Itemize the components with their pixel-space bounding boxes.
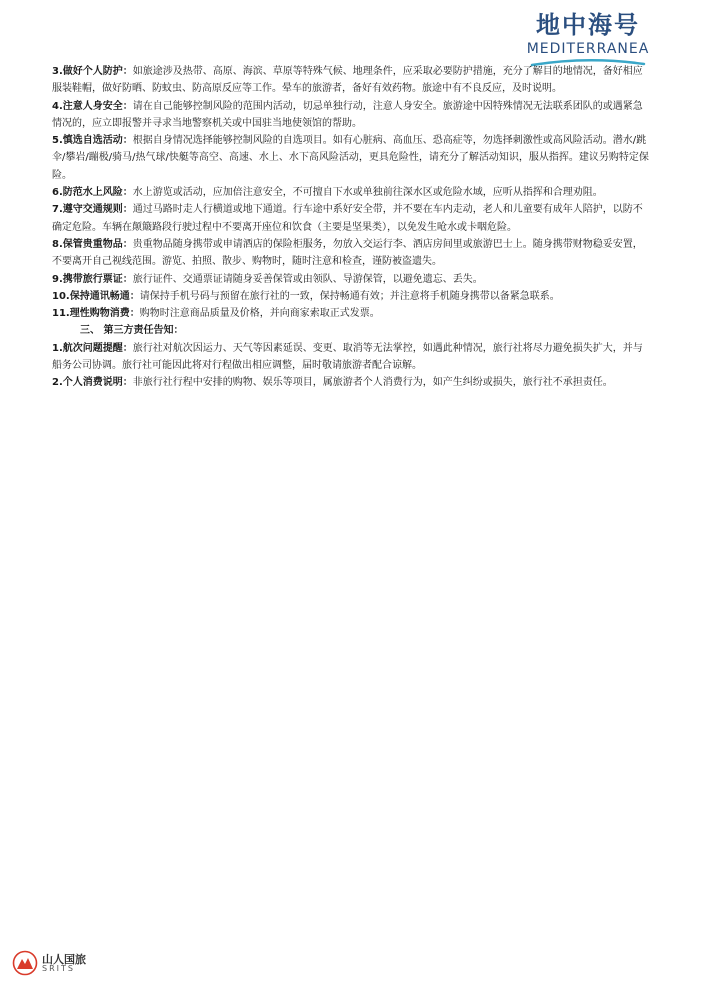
logo-chinese-name: 地中海号 — [536, 11, 640, 39]
notice-heading: 3.做好个人防护： — [52, 66, 133, 77]
notice-item — [52, 305, 652, 322]
notice-text: 贵重物品随身携带或申请酒店的保险柜服务，勿放入交运行李、酒店房间里或旅游巴士上。随身携带财物稳妥安置，不要离开自己视线范围。游览、拍照、散步、购物时，随时注意和检查，谨防被盗遗失。 — [52, 238, 643, 268]
notice-item — [52, 288, 652, 305]
notice-heading: 4.注意人身安全： — [52, 100, 133, 112]
notice-item — [52, 98, 652, 133]
footer-company-abbr: SRITS — [42, 963, 75, 973]
notice-heading: 9.携带旅行票证： — [52, 273, 133, 285]
notice-heading: 7.遵守交通规则： — [52, 204, 133, 216]
notice-item — [52, 236, 652, 271]
notice-heading: 2.个人消费说明： — [52, 377, 133, 389]
notice-text: 非旅行社行程中安排的购物、娱乐等项目，属旅游者个人消费行为，如产生纠纷或损失，旅行社不承担责任。 — [132, 377, 613, 389]
notice-text: 根据自身情况选择能够控制风险的自选项目。如有心脏病、高血压、恐高症等，勿选择刺激性或高风险活动。潜水/跳伞/攀岩/蹦极/骑马/热气球/快艇等高空、高速、水上、水下高风险活动，更具危险性，请充分了解活动知识，服从指挥。建议另购特定保险。 — [52, 135, 649, 181]
notice-text: 请在自己能够控制风险的范围内活动，切忌单独行动，注意人身安全。旅游途中因特殊情况无法联系团队的或遇紧急情况的，应立即报警并寻求当地警察机关或中国驻当地使领馆的帮助。 — [52, 100, 643, 129]
notice-heading: 10.保持通讯畅通： — [52, 290, 140, 302]
footer-company-name: 山人国旅 — [42, 952, 86, 966]
brand-logo — [522, 10, 654, 68]
document-body — [52, 63, 652, 392]
notice-heading: 8.保管贵重物品： — [52, 238, 133, 250]
notice-heading: 1.航次问题提醒： — [52, 342, 133, 354]
notice-item — [52, 132, 652, 184]
notice-heading: 5.慎选自选活动： — [52, 135, 133, 147]
notice-item — [52, 184, 652, 201]
notice-text: 请保持手机号码与预留在旅行社的一致，保持畅通有效；并注意将手机随身携带以备紧急联系。 — [139, 290, 560, 302]
notice-item — [52, 374, 652, 391]
notice-text: 购物时注意商品质量及价格，并向商家索取正式发票。 — [139, 308, 380, 320]
notice-item — [52, 63, 652, 98]
notice-heading: 11.理性购物消费： — [52, 308, 140, 320]
section-title: 三、 第三方责任告知： — [80, 325, 184, 337]
notice-text: 通过马路时走人行横道或地下通道。行车途中系好安全带，并不要在车内走动，老人和儿童要有成年人陪护，以防不确定危险。车辆在颠簸路段行驶过程中不要离开座位和饮食（主要是坚果类），以免发生呛水或卡咽危险。 — [52, 204, 643, 233]
notice-text: 旅行证件、交通票证请随身妥善保管或由领队、导游保管，以避免遗忘、丢失。 — [132, 273, 483, 285]
notice-text: 水上游览或活动，应加倍注意安全，不可擅自下水或单独前往深水区或危险水域，应听从指挥和合理劝阻。 — [132, 187, 603, 199]
notice-item — [52, 340, 652, 375]
notice-text: 如旅途涉及热带、高原、海滨、草原等特殊气候、地理条件，应采取必要防护措施，充分了解目的地情况，备好相应服装鞋帽，做好防晒、防蚊虫、防高原反应等工作。晕车的旅游者，备好有效药物。旅途中有不良反应，及时说明。 — [52, 66, 643, 95]
logo-english-name: MEDITERRANEA — [526, 41, 650, 57]
footer-logo — [12, 950, 86, 976]
company-emblem-icon — [12, 950, 38, 976]
notice-item — [52, 201, 652, 236]
notice-item — [52, 271, 652, 288]
notice-text: 旅行社对航次因运力、天气等因素延误、变更、取消等无法掌控，如遇此种情况，旅行社将尽力避免损失扩大，并与船务公司协调。旅行社可能因此将对行程做出相应调整，届时敬请旅游者配合谅解。 — [52, 342, 643, 372]
footer-logo-text — [42, 954, 86, 973]
notice-heading: 6.防范水上风险： — [52, 187, 133, 199]
